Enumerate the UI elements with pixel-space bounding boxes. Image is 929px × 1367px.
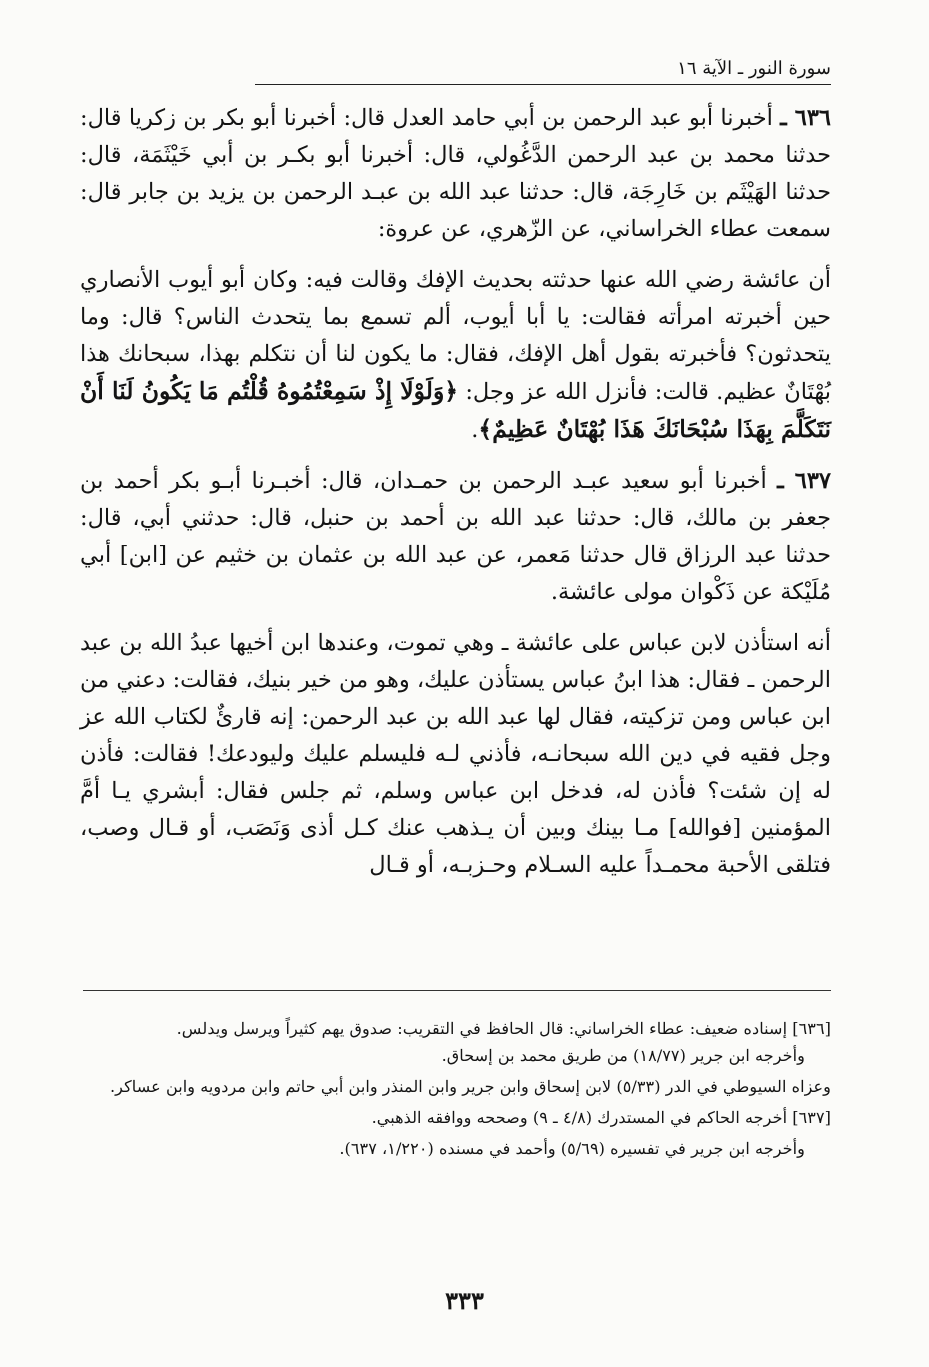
footnote-divider	[83, 990, 831, 991]
hadith-636-isnad: أخبرنا أبو عبد الرحمن بن أبي حامد العدل قال: أخبرنا أبو بكر بن زكريا قال: حدثنا محمد بن عبد الرحمن الدَّغُولي، قال: أخبرنا أبو بكـر بن أبي خَيْثَمَة، قال: حدثنا الهَيْثَم بن خَارِجَة، قال: حدثنا عبد الله بن عبـد الرحمن بن يزيد بن جابر قال: سمعت عطاء الخراساني، عن الزّهري، عن عروة:	[80, 105, 831, 242]
hadith-637-isnad-paragraph	[80, 463, 831, 611]
page-number: ٣٣٣	[445, 1286, 484, 1315]
header-divider	[255, 84, 831, 85]
footnotes	[80, 1015, 831, 1162]
footnote-636-label: [٦٣٦]	[792, 1019, 831, 1038]
footnote-636-text: إسناده ضعيف: عطاء الخراساني: قال الحافظ في التقريب: صدوق يهم كثيراً ويرسل ويدلس.	[176, 1019, 788, 1038]
footnote-637-label: [٦٣٧]	[792, 1108, 831, 1127]
hadith-636-isnad-paragraph	[80, 100, 831, 248]
footnote-636-line1	[80, 1015, 831, 1042]
main-text	[80, 100, 831, 898]
quran-verse: ﴿وَلَوْلَا إِذْ سَمِعْتُمُوهُ قُلْتُم مَا يَكُونُ لَنَا أَنْ نَتَكَلَّمَ بِهَذَا سُبْحَانَكَ هَذَا بُهْتَانٌ عَظِيمٌ﴾	[80, 377, 831, 443]
hadith-637-number: ٦٣٧ ـ	[777, 468, 831, 494]
footnote-637-line1	[80, 1104, 831, 1131]
hadith-636-matn: أن عائشة رضي الله عنها حدثته بحديث الإفك وقالت فيه: وكان أبو أيوب الأنصاري حين أخبرته امرأته فقالت: يا أبا أيوب، ألم تسمع بما يتحدث الناس؟ قال: وما يتحدثون؟ فأخبرته بقول أهل الإفك، فقال: ما يكون لنا أن نتكلم بهذا، سبحانك هذا بُهْتَانٌ عظيم. قالت: فأنزل الله عز وجل:	[80, 267, 831, 405]
hadith-636-number: ٦٣٦ ـ	[780, 105, 831, 131]
footnote-636-line3: وعزاه السيوطي في الدر (٥/٣٣) لابن إسحاق وابن جرير وابن المنذر وابن أبي حاتم وابن مردويه وابن عساكر.	[110, 1077, 831, 1096]
hadith-637-isnad: أخبرنا أبو سعيد عبـد الرحمن بن حمـدان، قال: أخبـرنا أبـو بكر أحمد بن جعفر بن مالك، قال: حدثنا عبد الله بن أحمد بن حنبل، قال: حدثني أبي، قال: حدثنا عبد الرزاق قال حدثنا مَعمر، عن عبد الله بن عثمان بن خثيم عن [ابن] أبي مُلَيْكة عن ذَكْوان مولى عائشة.	[80, 468, 831, 605]
footnote-637-text: أخرجه الحاكم في المستدرك (٤/٨ ـ ٩) وصححه ووافقه الذهبي.	[371, 1108, 788, 1127]
footnote-637-line2: وأخرجه ابن جرير في تفسيره (٥/٦٩) وأحمد في مسنده (١/٢٢٠، ٦٣٧).	[339, 1139, 805, 1158]
hadith-637-matn: أنه استأذن لابن عباس على عائشة ـ وهي تموت، وعندها ابن أخيها عبدُ الله بن عبد الرحمن ـ فقال: هذا ابنُ عباس يستأذن عليك، وهو من خير بنيك، فقالت: دعني من ابن عباس ومن تزكيته، فقال لها عبد الله بن عبد الرحمن: إنه قارئٌ لكتاب الله عز وجل فقيه في دين الله سبحانـه، فأذني لـه فليسلم عليك وليودعك! فقالت: فأذن له إن شئت؟ فأذن له، فدخل ابن عباس وسلم، ثم جلس فقال: أبشري يـا أمَّ المؤمنين [فوالله] مـا بينك وبين أن يـذهب عنك كـل أذى وَنَصَب، أو قـال وصب، فتلقى الأحبة محمـداً عليه السـلام وحـزبـه، أو قـال	[80, 630, 831, 878]
running-title: سورة النور ـ الآية ١٦	[677, 58, 831, 79]
hadith-636-matn-paragraph	[80, 262, 831, 449]
footnote-636-line2: وأخرجه ابن جرير (١٨/٧٧) من طريق محمد بن إسحاق.	[441, 1046, 805, 1065]
hadith-636-end: .	[471, 417, 479, 443]
hadith-637-matn-paragraph	[80, 625, 831, 884]
